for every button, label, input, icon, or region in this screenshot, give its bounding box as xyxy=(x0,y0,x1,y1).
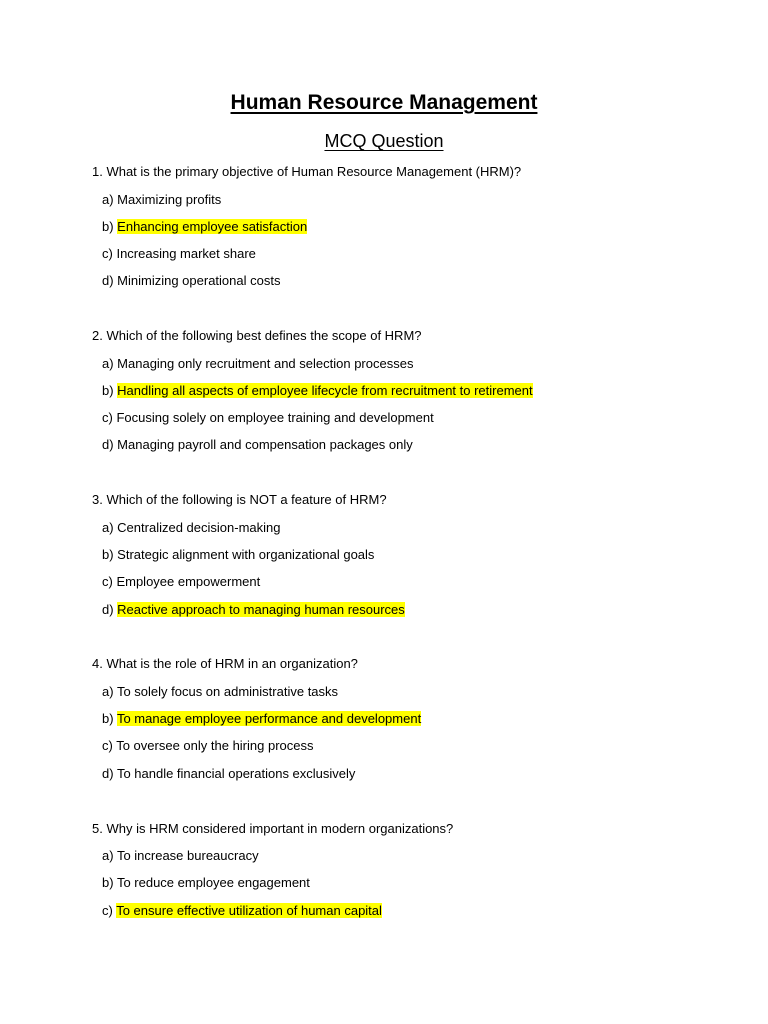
option-text: Managing only recruitment and selection processes xyxy=(117,356,414,371)
question-4-option-c xyxy=(102,737,314,755)
option-prefix: b) xyxy=(102,711,117,726)
option-prefix: b) xyxy=(102,383,118,398)
option-prefix: d) xyxy=(102,437,118,452)
question-3-option-a xyxy=(102,519,280,537)
question-3: 3. Which of the following is NOT a feature of HRM? xyxy=(92,492,387,507)
option-prefix: d) xyxy=(102,602,118,617)
option-prefix: c) xyxy=(102,246,117,261)
document-subtitle xyxy=(0,128,768,154)
option-text: To increase bureaucracy xyxy=(116,848,259,863)
question-4-option-b xyxy=(102,710,421,728)
question-2: 2. Which of the following best defines the scope of HRM? xyxy=(92,328,422,343)
question-1-option-b xyxy=(102,218,307,236)
question-5-option-b xyxy=(102,874,310,892)
option-text: Centralized decision-making xyxy=(117,520,281,535)
question-4-option-a xyxy=(102,683,338,701)
question-1-option-a xyxy=(102,191,221,209)
option-prefix: b) xyxy=(102,219,118,234)
option-prefix: d) xyxy=(102,273,118,288)
option-text: Maximizing profits xyxy=(117,192,222,207)
option-text: To oversee only the hiring process xyxy=(116,738,314,753)
option-prefix: c) xyxy=(102,903,117,918)
option-text: Increasing market share xyxy=(116,246,256,261)
question-2-option-d xyxy=(102,436,413,454)
option-text: Minimizing operational costs xyxy=(117,273,281,288)
question-1-option-c xyxy=(102,245,256,263)
document-title-text: Human Resource Management xyxy=(230,91,538,114)
highlighted-answer: Reactive approach to managing human resources xyxy=(117,602,405,617)
question-2-option-b xyxy=(102,382,533,400)
option-prefix: a) xyxy=(102,520,118,535)
option-text: Employee empowerment xyxy=(116,574,261,589)
option-prefix: c) xyxy=(102,738,117,753)
option-text: Strategic alignment with organizational goals xyxy=(117,547,375,562)
document-title xyxy=(0,88,768,118)
question-5-option-a xyxy=(102,847,259,865)
question-5: 5. Why is HRM considered important in modern organizations? xyxy=(92,821,454,836)
question-3-option-c xyxy=(102,573,260,591)
option-prefix: a) xyxy=(102,192,118,207)
question-3-option-d xyxy=(102,601,405,619)
option-text: To reduce employee engagement xyxy=(116,875,310,890)
question-4: 4. What is the role of HRM in an organization? xyxy=(92,656,358,671)
question-3-option-b xyxy=(102,546,374,564)
option-prefix: b) xyxy=(102,875,117,890)
question-1-option-d xyxy=(102,272,280,290)
option-prefix: a) xyxy=(102,684,117,699)
question-2-option-c xyxy=(102,409,434,427)
option-prefix: c) xyxy=(102,574,117,589)
option-text: To handle financial operations exclusively xyxy=(116,766,356,781)
highlighted-answer: To manage employee performance and development xyxy=(116,711,422,726)
question-2-option-a xyxy=(102,355,413,373)
option-prefix: a) xyxy=(102,356,118,371)
question-4-option-d xyxy=(102,765,355,783)
option-text: Focusing solely on employee training and development xyxy=(116,410,434,425)
option-prefix: c) xyxy=(102,410,117,425)
highlighted-answer: To ensure effective utilization of human capital xyxy=(116,903,382,918)
highlighted-answer: Enhancing employee satisfaction xyxy=(117,219,308,234)
document-subtitle-text: MCQ Question xyxy=(324,131,444,151)
question-5-option-c xyxy=(102,902,382,920)
highlighted-answer: Handling all aspects of employee lifecycle from recruitment to retirement xyxy=(117,383,533,398)
question-1: 1. What is the primary objective of Human Resource Management (HRM)? xyxy=(92,164,522,179)
option-prefix: b) xyxy=(102,547,118,562)
option-text: Managing payroll and compensation packages only xyxy=(117,437,413,452)
option-text: To solely focus on administrative tasks xyxy=(116,684,339,699)
option-prefix: a) xyxy=(102,848,117,863)
option-prefix: d) xyxy=(102,766,117,781)
